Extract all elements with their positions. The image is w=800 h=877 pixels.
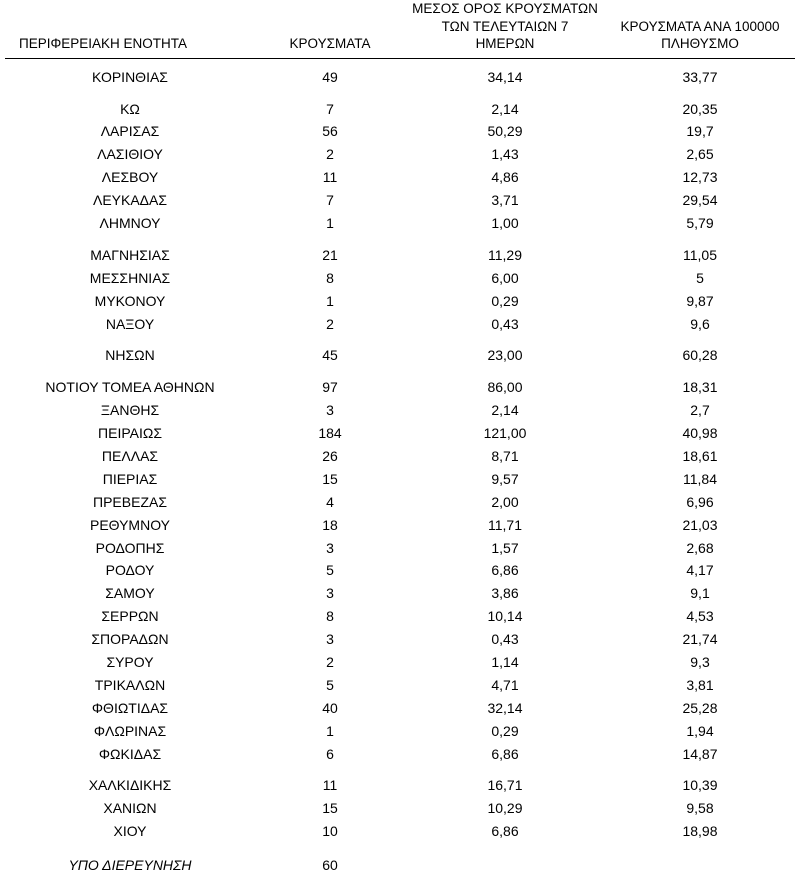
row-spacer-cell (5, 335, 795, 344)
header-cases-per-100k (605, 0, 795, 56)
table-row (5, 422, 795, 445)
table-row (5, 605, 795, 628)
cell-cases: 3 (326, 585, 334, 602)
table-row (5, 697, 795, 720)
cell-cases-per-100k: 60,28 (682, 347, 718, 364)
table-row (5, 120, 795, 143)
cell-cases-per-100k: 4,53 (686, 608, 714, 625)
table-row (5, 743, 795, 766)
header-average-7-days (405, 0, 605, 56)
table-row (5, 376, 795, 399)
cell-average-7-days: 1,14 (491, 654, 519, 671)
cell-cases: 40 (322, 699, 338, 716)
cell-region: ΚΟΡΙΝΘΙΑΣ (92, 68, 168, 85)
cell-cases: 97 (322, 379, 338, 396)
cell-cases: 5 (326, 676, 334, 693)
cell-region: ΜΕΣΣΗΝΙΑΣ (89, 269, 171, 286)
cell-cases-per-100k: 3,81 (686, 676, 714, 693)
table-row (5, 212, 795, 235)
cell-cases: 184 (318, 425, 342, 442)
table-row (5, 774, 795, 797)
cell-region: ΜΑΓΝΗΣΙΑΣ (90, 246, 170, 263)
cell-cases-per-100k: 14,87 (682, 745, 718, 762)
header-region: ΠΕΡΙΦΕΡΕΙΑΚΗ ΕΝΟΤΗΤΑ (19, 35, 188, 51)
table-row (5, 720, 795, 743)
cell-cases-per-100k: 11,05 (683, 246, 717, 263)
cell-region: ΣΠΟΡΑΔΩΝ (91, 631, 169, 648)
cell-average-7-days: 16,71 (487, 777, 523, 794)
covid-cases-table (5, 0, 795, 877)
cell-cases-per-100k: 4,17 (686, 562, 714, 579)
table-row (5, 344, 795, 367)
cell-region: ΞΑΝΘΗΣ (100, 402, 160, 419)
header-spacer (5, 58, 795, 66)
row-spacer-cell (5, 235, 795, 244)
cell-region: ΛΑΣΙΘΙΟΥ (97, 146, 163, 163)
cell-average-7-days (405, 852, 605, 877)
cell-cases-per-100k: 9,58 (686, 800, 714, 817)
cell-average-7-days: 11,29 (488, 246, 522, 263)
cell-cases: 10 (322, 823, 338, 840)
cell-cases-per-100k (605, 852, 795, 877)
table-row (5, 399, 795, 422)
cell-region: ΦΛΩΡΙΝΑΣ (93, 722, 167, 739)
table-row (5, 651, 795, 674)
table-row (5, 820, 795, 843)
row-spacer (5, 89, 795, 98)
table-header (5, 0, 795, 66)
cell-cases: 7 (326, 192, 334, 209)
cell-cases-per-100k: 21,03 (682, 516, 718, 533)
cell-region: ΤΡΙΚΑΛΩΝ (94, 676, 166, 693)
header-cases: ΚΡΟΥΣΜΑΤΑ (289, 35, 371, 51)
cell-region: ΛΕΣΒΟΥ (101, 169, 159, 186)
cell-average-7-days: 32,14 (487, 699, 523, 716)
cell-cases: 49 (322, 68, 338, 85)
cell-cases-per-100k: 9,3 (690, 654, 710, 671)
cell-cases: 8 (326, 608, 334, 625)
cell-average-7-days: 0,43 (491, 631, 519, 648)
cell-cases: 1 (326, 214, 334, 231)
cell-average-7-days: 0,29 (491, 292, 519, 309)
table-row (5, 445, 795, 468)
row-spacer-cell (5, 367, 795, 376)
cell-average-7-days: 50,29 (487, 123, 523, 140)
cell-cases-per-100k: 6,96 (686, 493, 714, 510)
table-row (5, 559, 795, 582)
cell-average-7-days: 23,00 (487, 347, 523, 364)
cell-cases: 2 (326, 654, 334, 671)
table-row (5, 582, 795, 605)
table-row-under-investigation (5, 852, 795, 877)
cell-average-7-days: 6,86 (491, 823, 519, 840)
cell-cases: 21 (322, 246, 338, 263)
cell-average-7-days: 1,43 (491, 146, 519, 163)
table-row (5, 514, 795, 537)
cell-cases: 3 (326, 402, 334, 419)
table-row (5, 491, 795, 514)
cell-average-7-days: 9,57 (491, 470, 519, 487)
table-row (5, 628, 795, 651)
cell-region: ΦΩΚΙΔΑΣ (98, 745, 162, 762)
cell-region: ΝΗΣΩΝ (105, 347, 155, 364)
cell-average-7-days: 2,14 (491, 402, 519, 419)
cell-average-7-days: 6,00 (491, 269, 519, 286)
cell-cases-per-100k: 40,98 (682, 425, 718, 442)
cell-cases: 45 (322, 347, 338, 364)
header-row (5, 0, 795, 56)
cell-cases-per-100k: 33,77 (682, 68, 718, 85)
cell-region: ΜΥΚΟΝΟΥ (94, 292, 166, 309)
cell-average-7-days: 1,00 (491, 214, 519, 231)
cell-region: ΥΠΟ ΔΙΕΡΕΥΝΗΣΗ (68, 857, 192, 874)
cell-cases: 2 (326, 315, 334, 332)
cell-cases: 7 (326, 100, 334, 117)
cell-average-7-days: 2,00 (491, 493, 519, 510)
row-spacer-cell (5, 765, 795, 774)
row-spacer-cell (5, 89, 795, 98)
cell-region: ΠΡΕΒΕΖΑΣ (92, 493, 167, 510)
cell-cases: 4 (326, 493, 334, 510)
cell-region: ΡΟΔΟΠΗΣ (95, 539, 165, 556)
cell-average-7-days: 11,71 (488, 516, 522, 533)
cell-region: ΚΩ (120, 100, 140, 117)
cell-cases: 60 (322, 857, 338, 874)
cell-cases-per-100k: 5,79 (686, 214, 714, 231)
cell-cases: 11 (322, 777, 338, 794)
cell-cases-per-100k: 9,1 (690, 585, 710, 602)
cell-cases-per-100k: 18,31 (682, 379, 718, 396)
cell-average-7-days: 86,00 (487, 379, 523, 396)
table-row (5, 313, 795, 336)
row-spacer-cell (5, 843, 795, 852)
table-row (5, 98, 795, 121)
cell-cases-per-100k: 1,94 (686, 722, 714, 739)
header-avg-line1: ΜΕΣΟΣ ΟΡΟΣ ΚΡΟΥΣΜΑΤΩΝ (412, 1, 598, 16)
table-row (5, 66, 795, 89)
cell-region: ΛΑΡΙΣΑΣ (100, 123, 160, 140)
row-spacer (5, 235, 795, 244)
header-avg-line3: ΗΜΕΡΩΝ (475, 36, 535, 52)
cell-average-7-days: 3,71 (491, 192, 519, 209)
cell-cases-per-100k: 18,98 (682, 823, 718, 840)
cell-average-7-days: 0,29 (491, 722, 519, 739)
row-spacer (5, 843, 795, 852)
cell-cases: 15 (322, 470, 338, 487)
cell-region: ΣΥΡΟΥ (106, 654, 154, 671)
cell-average-7-days: 0,43 (491, 315, 519, 332)
table-row (5, 537, 795, 560)
table-body (5, 66, 795, 877)
table-row (5, 797, 795, 820)
table-row (5, 189, 795, 212)
cell-cases-per-100k: 5 (696, 269, 704, 286)
cell-region: ΝΟΤΙΟΥ ΤΟΜΕΑ ΑΘΗΝΩΝ (45, 379, 215, 396)
cell-cases: 3 (326, 539, 334, 556)
cell-cases: 26 (322, 448, 338, 464)
table-row (5, 244, 795, 267)
cell-average-7-days: 2,14 (491, 100, 519, 117)
row-spacer (5, 765, 795, 774)
row-spacer (5, 367, 795, 376)
cell-cases: 3 (326, 631, 334, 648)
cell-cases-per-100k: 29,54 (682, 192, 718, 209)
table-row (5, 166, 795, 189)
cell-average-7-days: 10,14 (487, 608, 523, 625)
cell-cases: 8 (326, 269, 334, 286)
cell-average-7-days: 8,71 (491, 448, 519, 464)
cell-region: ΡΕΘΥΜΝΟΥ (89, 516, 170, 533)
header-spacer-row (5, 58, 795, 66)
cell-cases: 11 (322, 169, 338, 186)
cell-average-7-days: 6,86 (491, 745, 519, 762)
cell-cases: 18 (322, 516, 338, 533)
cell-region: ΧΑΝΙΩΝ (103, 800, 157, 817)
cell-cases: 15 (322, 800, 338, 817)
table-row (5, 468, 795, 491)
cell-average-7-days: 4,86 (491, 169, 519, 186)
cell-average-7-days: 3,86 (491, 585, 519, 602)
cell-average-7-days: 4,71 (491, 676, 519, 693)
cell-region: ΧΑΛΚΙΔΙΚΗΣ (88, 777, 172, 794)
header-per100k-line2: ΠΛΗΘΥΣΜΟ (661, 36, 739, 52)
cell-region: ΠΕΙΡΑΙΩΣ (98, 425, 162, 442)
header-per100k-line1: ΚΡΟΥΣΜΑΤΑ ΑΝΑ 100000 (620, 18, 780, 34)
table-row (5, 143, 795, 166)
cell-cases: 56 (322, 123, 338, 140)
cell-region: ΡΟΔΟΥ (105, 562, 155, 579)
cell-cases-per-100k: 21,74 (682, 631, 718, 648)
cell-region: ΣΑΜΟΥ (105, 585, 155, 602)
cell-cases: 1 (326, 292, 334, 309)
cell-cases-per-100k: 25,28 (682, 699, 718, 716)
cell-cases-per-100k: 18,61 (682, 448, 718, 464)
table-row (5, 290, 795, 313)
cell-cases-per-100k: 11,84 (683, 470, 717, 487)
cell-cases-per-100k: 19,7 (686, 123, 714, 140)
cell-region: ΛΗΜΝΟΥ (99, 214, 161, 231)
cell-average-7-days: 10,29 (487, 800, 523, 817)
cell-average-7-days: 121,00 (483, 425, 527, 442)
table-row (5, 674, 795, 697)
table-row (5, 267, 795, 290)
row-spacer (5, 335, 795, 344)
cell-cases-per-100k: 20,35 (682, 100, 718, 117)
cell-average-7-days: 1,57 (491, 539, 519, 556)
cell-cases-per-100k: 10,39 (682, 777, 718, 794)
cell-cases-per-100k: 9,87 (686, 292, 714, 309)
cell-cases-per-100k: 12,73 (682, 169, 718, 186)
cell-cases: 2 (326, 146, 334, 163)
cell-region: ΝΑΞΟΥ (105, 315, 155, 332)
cell-cases-per-100k: 2,68 (686, 539, 714, 556)
cell-region: ΛΕΥΚΑΔΑΣ (92, 192, 168, 209)
cell-region: ΠΙΕΡΙΑΣ (102, 470, 158, 487)
cell-cases: 5 (326, 562, 334, 579)
cell-average-7-days: 34,14 (487, 68, 523, 85)
cell-region: ΦΘΙΩΤΙΔΑΣ (91, 699, 169, 716)
cell-region: ΠΕΛΛΑΣ (101, 448, 159, 464)
cell-cases-per-100k: 2,7 (690, 402, 710, 419)
cell-cases: 6 (326, 745, 334, 762)
cell-region: ΣΕΡΡΩΝ (101, 608, 159, 625)
cell-cases-per-100k: 9,6 (690, 315, 710, 332)
cell-cases-per-100k: 2,65 (686, 146, 714, 163)
cell-cases: 1 (326, 722, 334, 739)
header-avg-line2: ΤΩΝ ΤΕΛΕΥΤΑΙΩΝ 7 (441, 18, 569, 34)
cell-region: ΧΙΟΥ (113, 823, 147, 840)
cell-average-7-days: 6,86 (491, 562, 519, 579)
